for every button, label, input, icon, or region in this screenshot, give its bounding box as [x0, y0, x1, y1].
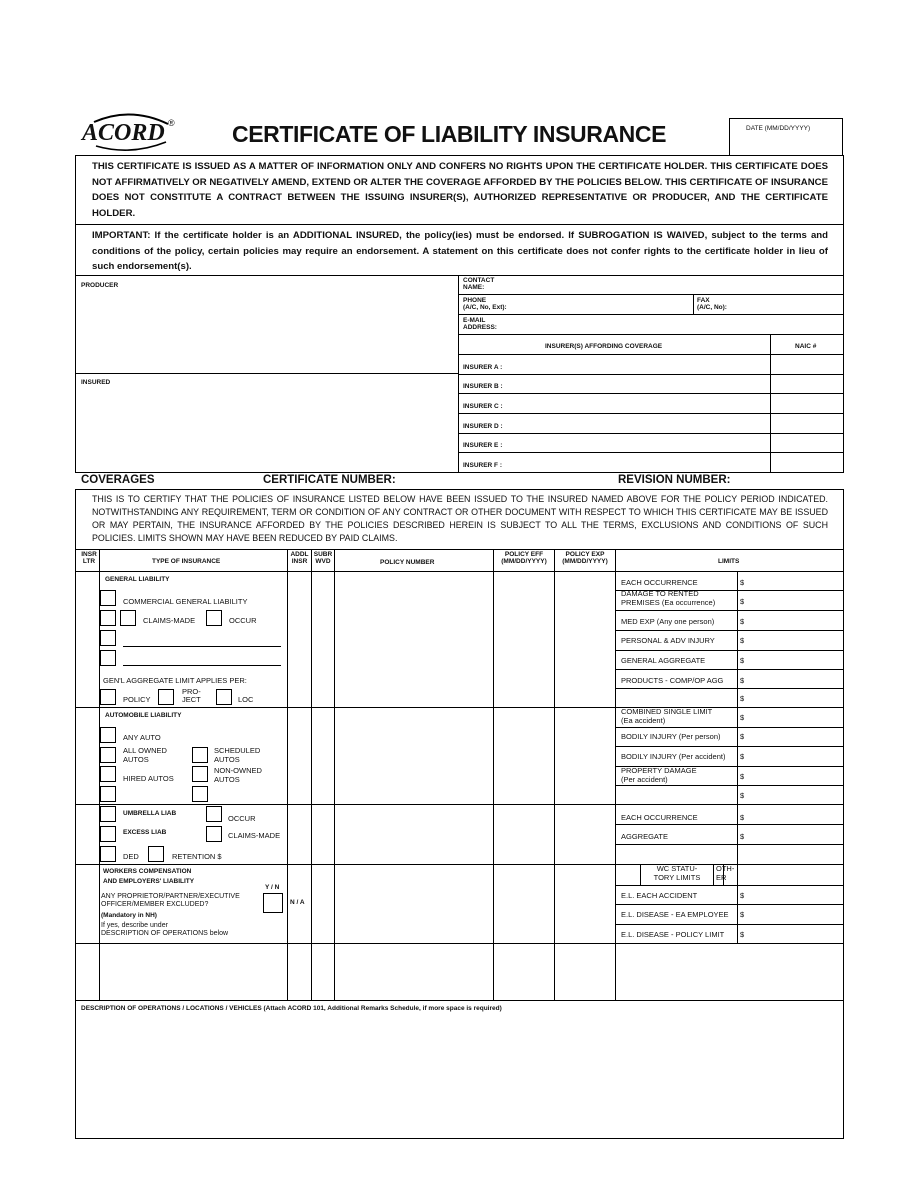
- divider: [615, 650, 844, 651]
- mandatory-nh-label: (Mandatory in NH): [101, 912, 157, 919]
- blank-checkbox[interactable]: [192, 786, 208, 802]
- dollar-sign: $: [740, 597, 745, 606]
- any-auto-label: ANY AUTO: [123, 733, 161, 742]
- general-liability-heading: GENERAL LIABILITY: [105, 576, 170, 583]
- umbrella-liab-checkbox[interactable]: [100, 806, 116, 822]
- aggregate-applies-label: GEN'L AGGREGATE LIMIT APPLIES PER:: [103, 676, 247, 685]
- workers-comp-heading: WORKERS COMPENSATION AND EMPLOYERS' LIABILITY: [103, 868, 195, 885]
- divider: [615, 924, 844, 925]
- limit-label: COMBINED SINGLE LIMIT (Ea accident): [621, 707, 713, 725]
- limit-label: EACH OCCURRENCE: [621, 578, 698, 587]
- blank-checkbox[interactable]: [100, 650, 116, 666]
- limit-amount-field[interactable]: [748, 673, 842, 689]
- umbrella-liab-label: UMBRELLA LIAB: [123, 810, 177, 817]
- limit-amount-field[interactable]: [748, 888, 842, 904]
- important-text: IMPORTANT: If the certificate holder is an ADDITIONAL INSURED, the policy(ies) must be endorsed. If SUBROGATION IS WAIVED, subject to the terms and conditions of the policy, certain policies may require an endorsement. A statement on this certificate does not confer rights to the certificate holder in lieu of such endorsement(s).: [92, 230, 828, 272]
- dollar-sign: $: [740, 772, 745, 781]
- occur-checkbox[interactable]: [206, 610, 222, 626]
- divider: [615, 885, 844, 886]
- limit-amount-field[interactable]: [748, 575, 842, 591]
- divider: [75, 707, 844, 708]
- divider: [615, 610, 844, 611]
- policy-checkbox[interactable]: [100, 689, 116, 705]
- any-auto-checkbox[interactable]: [100, 727, 116, 743]
- dollar-sign: $: [740, 656, 745, 665]
- logo-registered-mark: ®: [168, 118, 175, 128]
- project-checkbox[interactable]: [158, 689, 174, 705]
- write-in-line[interactable]: [123, 646, 281, 647]
- retention-label: RETENTION $: [172, 852, 222, 861]
- retention-checkbox[interactable]: [148, 846, 164, 862]
- limit-amount-field[interactable]: [748, 691, 842, 707]
- divider: [311, 549, 312, 1000]
- dollar-sign: $: [740, 891, 745, 900]
- acord-logo: [80, 112, 180, 152]
- policy-number-header: POLICY NUMBER: [380, 559, 435, 566]
- limit-label: E.L. EACH ACCIDENT: [621, 891, 698, 900]
- divider: [554, 549, 555, 1000]
- date-box[interactable]: [729, 118, 843, 156]
- naic-field[interactable]: [771, 394, 843, 412]
- limit-amount-field[interactable]: [748, 788, 842, 804]
- dollar-sign: $: [740, 636, 745, 645]
- coverages-heading: COVERAGES: [81, 474, 155, 486]
- certificate-number-label: CERTIFICATE NUMBER:: [263, 474, 396, 486]
- divider: [75, 1000, 844, 1001]
- dollar-sign: $: [740, 791, 745, 800]
- certify-text: THIS IS TO CERTIFY THAT THE POLICIES OF INSURANCE LISTED BELOW HAVE BEEN ISSUED TO THE INSURED NAMED ABOVE FOR THE POLICY PERIOD INDICATED. NOTWITHSTANDING ANY REQUIREMENT, TERM OR CONDITION OF ANY CONTRACT OR OTHER DOCUMENT WITH RESPECT TO WHICH THIS CERTIFICATE MAY BE ISSUED OR MAY PERTAIN, THE INSURANCE AFFORDED BY THE POLICIES DESCRIBED HEREIN IS SUBJECT TO ALL THE TERMS, EXCLUSIONS AND CONDITIONS OF SUCH POLICIES. LIMITS SHOWN MAY HAVE BEEN REDUCED BY PAID CLAIMS.: [92, 494, 828, 543]
- blank-checkbox[interactable]: [100, 630, 116, 646]
- non-owned-label: NON-OWNED AUTOS: [214, 766, 262, 784]
- blank-checkbox[interactable]: [100, 786, 116, 802]
- dollar-sign: $: [740, 713, 745, 722]
- naic-field[interactable]: [771, 355, 843, 373]
- auto-liability-heading: AUTOMOBILE LIABILITY: [105, 712, 182, 719]
- limit-label: PRODUCTS - COMP/OP AGG: [621, 676, 724, 685]
- fax-label: FAX (A/C, No):: [697, 297, 727, 311]
- description-field[interactable]: [77, 1016, 841, 1136]
- limit-amount-field[interactable]: [748, 769, 842, 785]
- claims-made-checkbox[interactable]: [206, 826, 222, 842]
- divider: [458, 334, 844, 335]
- limit-amount-field[interactable]: [748, 710, 842, 726]
- scheduled-autos-label: SCHEDULED AUTOS: [214, 746, 261, 764]
- general-liability-checkbox[interactable]: [100, 590, 116, 606]
- contact-name-label: CONTACT NAME:: [463, 277, 495, 291]
- occur-label: OCCUR: [228, 814, 256, 823]
- insurer-label: INSURER F :: [463, 462, 502, 469]
- limit-label: DAMAGE TO RENTED PREMISES (Ea occurrence): [621, 589, 716, 607]
- if-yes-label: If yes, describe under DESCRIPTION OF OPERATIONS below: [101, 922, 229, 937]
- limit-label: GENERAL AGGREGATE: [621, 656, 706, 665]
- limit-amount-field[interactable]: [748, 907, 842, 923]
- limit-label: BODILY INJURY (Per accident): [621, 752, 726, 761]
- divider: [75, 943, 844, 944]
- limit-amount-field[interactable]: [748, 927, 842, 943]
- insurer-name-field[interactable]: [515, 355, 769, 373]
- loc-checkbox[interactable]: [216, 689, 232, 705]
- dollar-sign: $: [740, 910, 745, 919]
- divider: [737, 571, 738, 943]
- revision-number-label: REVISION NUMBER:: [618, 474, 731, 486]
- na-label: N / A: [290, 899, 305, 906]
- other-label: OTH- ER: [716, 864, 735, 882]
- producer-label: PRODUCER: [81, 282, 119, 289]
- commercial-gl-label: COMMERCIAL GENERAL LIABILITY: [123, 597, 248, 606]
- limit-label: PROPERTY DAMAGE (Per accident): [621, 766, 697, 784]
- limit-label: PERSONAL & ADV INJURY: [621, 636, 715, 645]
- limit-amount-field[interactable]: [748, 829, 842, 845]
- dollar-sign: $: [740, 930, 745, 939]
- divider: [615, 669, 844, 670]
- limit-label: E.L. DISEASE - POLICY LIMIT: [621, 930, 725, 939]
- claims-made-checkbox[interactable]: [120, 610, 136, 626]
- addl-insr-header: ADDL INSR: [290, 551, 309, 565]
- insurer-label: INSURER C :: [463, 403, 503, 410]
- divider: [75, 275, 844, 276]
- divider: [287, 549, 288, 1000]
- type-of-insurance-header: TYPE OF INSURANCE: [152, 558, 221, 565]
- any-proprietor-label: ANY PROPRIETOR/PARTNER/EXECUTIVE OFFICER/MEMBER EXCLUDED?: [101, 893, 240, 908]
- limit-label: EACH OCCURRENCE: [621, 813, 698, 822]
- ded-label: DED: [123, 852, 139, 861]
- limit-amount-field[interactable]: [748, 633, 842, 649]
- divider: [458, 294, 844, 295]
- limit-amount-field[interactable]: [748, 810, 842, 826]
- divider: [75, 224, 844, 225]
- claims-made-label: CLAIMS-MADE: [143, 616, 196, 625]
- divider: [615, 746, 844, 747]
- non-owned-checkbox[interactable]: [192, 766, 208, 782]
- claims-made-label: CLAIMS-MADE: [228, 831, 281, 840]
- divider: [713, 864, 714, 885]
- policy-label: POLICY: [123, 695, 151, 704]
- dollar-sign: $: [740, 694, 745, 703]
- insurer-name-field[interactable]: [515, 374, 769, 392]
- divider: [693, 294, 694, 314]
- divider: [75, 571, 844, 572]
- dollar-sign: $: [740, 578, 745, 587]
- dollar-sign: $: [740, 813, 745, 822]
- write-in-line[interactable]: [123, 665, 281, 666]
- divider: [615, 904, 844, 905]
- dollar-sign: $: [740, 732, 745, 741]
- naic-header: NAIC #: [795, 343, 817, 350]
- dollar-sign: $: [740, 676, 745, 685]
- divider: [458, 314, 844, 315]
- divider: [615, 727, 844, 728]
- insr-ltr-header: INSR LTR: [81, 551, 97, 565]
- wc-statutory-label: WC STATU- TORY LIMITS: [653, 864, 701, 882]
- divider: [75, 549, 844, 550]
- insurer-label: INSURER E :: [463, 442, 503, 449]
- excess-liab-label: EXCESS LIAB: [123, 829, 167, 836]
- limit-amount-field[interactable]: [748, 729, 842, 745]
- insurer-name-field[interactable]: [515, 453, 769, 471]
- subr-wvd-header: SUBR WVD: [313, 551, 333, 565]
- naic-field[interactable]: [771, 433, 843, 451]
- limit-label: BODILY INJURY (Per person): [621, 732, 721, 741]
- naic-field[interactable]: [771, 374, 843, 392]
- project-label: PRO- JECT: [182, 687, 201, 704]
- page-title: CERTIFICATE OF LIABILITY INSURANCE: [232, 121, 667, 147]
- divider: [640, 864, 641, 885]
- divider: [493, 549, 494, 1000]
- dollar-sign: $: [740, 617, 745, 626]
- divider: [75, 373, 459, 374]
- occur-checkbox[interactable]: [206, 806, 222, 822]
- limit-amount-field[interactable]: [748, 614, 842, 630]
- row-checkbox[interactable]: [100, 610, 116, 626]
- ded-checkbox[interactable]: [100, 846, 116, 862]
- insured-label: INSURED: [81, 379, 111, 386]
- description-label: DESCRIPTION OF OPERATIONS / LOCATIONS / VEHICLES (Attach ACORD 101, Additional Remarks Schedule, if more space is required): [81, 1005, 502, 1012]
- insurer-label: INSURER A :: [463, 364, 503, 371]
- limit-label: AGGREGATE: [621, 832, 668, 841]
- producer-field[interactable]: [76, 292, 456, 372]
- disclaimer-text: THIS CERTIFICATE IS ISSUED AS A MATTER OF INFORMATION ONLY AND CONFERS NO RIGHTS UPON THE CERTIFICATE HOLDER. THIS CERTIFICATE DOES NOT AFFIRMATIVELY OR NEGATIVELY AMEND, EXTEND OR ALTER THE COVERAGE AFFORDED BY THE POLICIES BELOW. THIS CERTIFICATE OF INSURANCE DOES NOT CONSTITUTE A CONTRACT BETWEEN THE ISSUING INSURER(S), AUTHORIZED REPRESENTATIVE OR PRODUCER, AND THE CERTIFICATE HOLDER.: [92, 161, 828, 219]
- hired-autos-checkbox[interactable]: [100, 766, 116, 782]
- date-label: DATE (MM/DD/YYYY): [746, 125, 811, 132]
- all-owned-checkbox[interactable]: [100, 747, 116, 763]
- naic-field[interactable]: [771, 414, 843, 432]
- email-label: E-MAIL ADDRESS:: [463, 317, 497, 331]
- naic-field[interactable]: [771, 453, 843, 471]
- insurer-name-field[interactable]: [515, 394, 769, 412]
- limit-label: MED EXP (Any one person): [621, 617, 715, 626]
- limit-amount-field[interactable]: [748, 653, 842, 669]
- insured-field[interactable]: [76, 390, 456, 470]
- policy-exp-header: POLICY EXP (MM/DD/YYYY): [562, 551, 608, 565]
- divider: [615, 785, 844, 786]
- limit-amount-field[interactable]: [748, 749, 842, 765]
- divider: [75, 804, 844, 805]
- dollar-sign: $: [740, 832, 745, 841]
- loc-label: LOC: [238, 695, 254, 704]
- occur-label: OCCUR: [229, 616, 257, 625]
- excess-liab-checkbox[interactable]: [100, 826, 116, 842]
- divider: [334, 549, 335, 1000]
- logo-text: ACORD: [82, 120, 165, 146]
- scheduled-autos-checkbox[interactable]: [192, 747, 208, 763]
- phone-label: PHONE (A/C, No, Ext):: [463, 297, 507, 311]
- limit-label: E.L. DISEASE - EA EMPLOYEE: [621, 910, 729, 919]
- insurer-name-field[interactable]: [515, 414, 769, 432]
- insurer-label: INSURER B :: [463, 383, 503, 390]
- divider: [615, 549, 616, 1000]
- insurer-label: INSURER D :: [463, 423, 503, 430]
- dollar-sign: $: [740, 752, 745, 761]
- yn-label: Y / N: [265, 884, 280, 891]
- limit-amount-field[interactable]: [748, 594, 842, 610]
- limits-header: LIMITS: [718, 558, 740, 565]
- insurer-name-field[interactable]: [515, 433, 769, 451]
- all-owned-label: ALL OWNED AUTOS: [123, 746, 167, 764]
- hired-autos-label: HIRED AUTOS: [123, 774, 174, 783]
- policy-eff-header: POLICY EFF (MM/DD/YYYY): [501, 551, 547, 565]
- excluded-yn-checkbox[interactable]: [263, 893, 283, 913]
- divider: [615, 630, 844, 631]
- insurers-header: INSURER(S) AFFORDING COVERAGE: [545, 343, 663, 350]
